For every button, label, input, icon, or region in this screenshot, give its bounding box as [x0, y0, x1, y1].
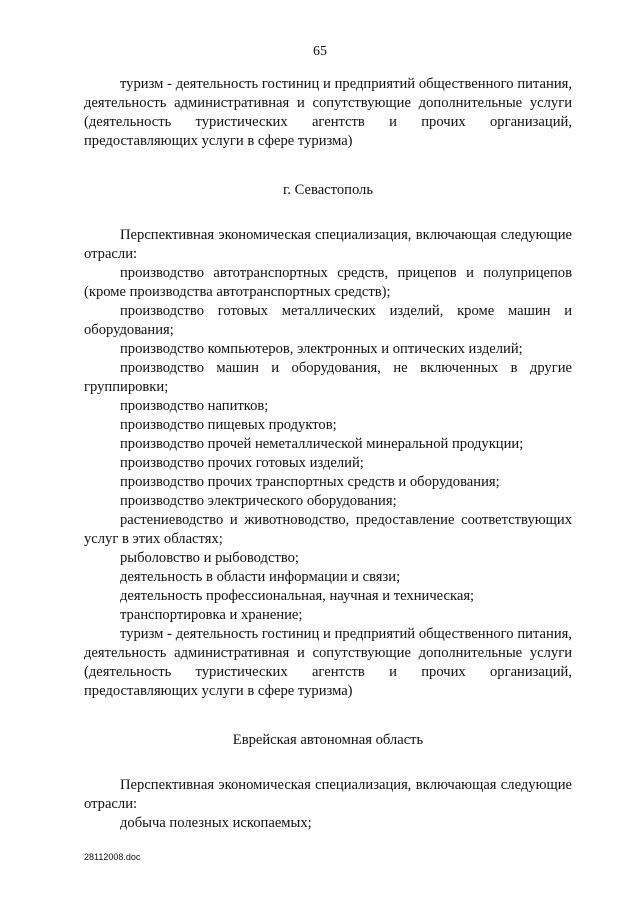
industry-item: туризм - деятельность гостиниц и предприятий общественного питания, деятельность административная и сопутствующие дополнительные услуги (деятельность туристических агентств и прочих организаций, предоставляющих услуги в сфере туризма)	[84, 626, 572, 699]
specialization-intro: Перспективная экономическая специализация, включающая следующие отрасли:	[84, 227, 572, 262]
industry-item: рыболовство и рыбоводство;	[120, 550, 299, 566]
region-heading-jewish-ao: Еврейская автономная область	[232, 732, 424, 748]
industry-item: производство электрического оборудования;	[120, 493, 397, 509]
industry-item: добыча полезных ископаемых;	[120, 815, 312, 831]
industry-item: транспортировка и хранение;	[120, 607, 303, 623]
industry-item: производство напитков;	[120, 398, 269, 414]
document-body	[84, 75, 572, 833]
industry-item: производство готовых металлических изделий, кроме машин и оборудования;	[84, 303, 572, 338]
region-heading-sevastopol: г. Севастополь	[282, 182, 373, 198]
industry-item: производство прочей неметаллической минеральной продукции;	[120, 436, 524, 452]
industry-item: производство прочих транспортных средств и оборудования;	[120, 474, 500, 490]
industry-item: производство пищевых продуктов;	[120, 417, 337, 433]
page-number: 65	[313, 44, 327, 59]
file-footer: 28112008.doc	[84, 852, 141, 862]
tourism-paragraph: туризм - деятельность гостиниц и предприятий общественного питания, деятельность административная и сопутствующие дополнительные услуги (деятельность туристических агентств и прочих организаций, предоставляющих услуги в сфере туризма)	[84, 76, 572, 149]
industry-item: производство машин и оборудования, не включенных в другие группировки;	[84, 360, 572, 395]
industry-item: деятельность в области информации и связи;	[120, 569, 401, 585]
specialization-intro: Перспективная экономическая специализация, включающая следующие отрасли:	[84, 777, 572, 812]
industry-item: растениеводство и животноводство, предоставление соответствующих услуг в этих областях;	[84, 512, 572, 547]
industry-item: производство компьютеров, электронных и оптических изделий;	[120, 341, 523, 357]
industry-item: деятельность профессиональная, научная и техническая;	[120, 588, 475, 604]
industry-item: производство прочих готовых изделий;	[120, 455, 364, 471]
industry-item: производство автотранспортных средств, прицепов и полуприцепов (кроме производства автотранспортных средств);	[84, 265, 572, 300]
